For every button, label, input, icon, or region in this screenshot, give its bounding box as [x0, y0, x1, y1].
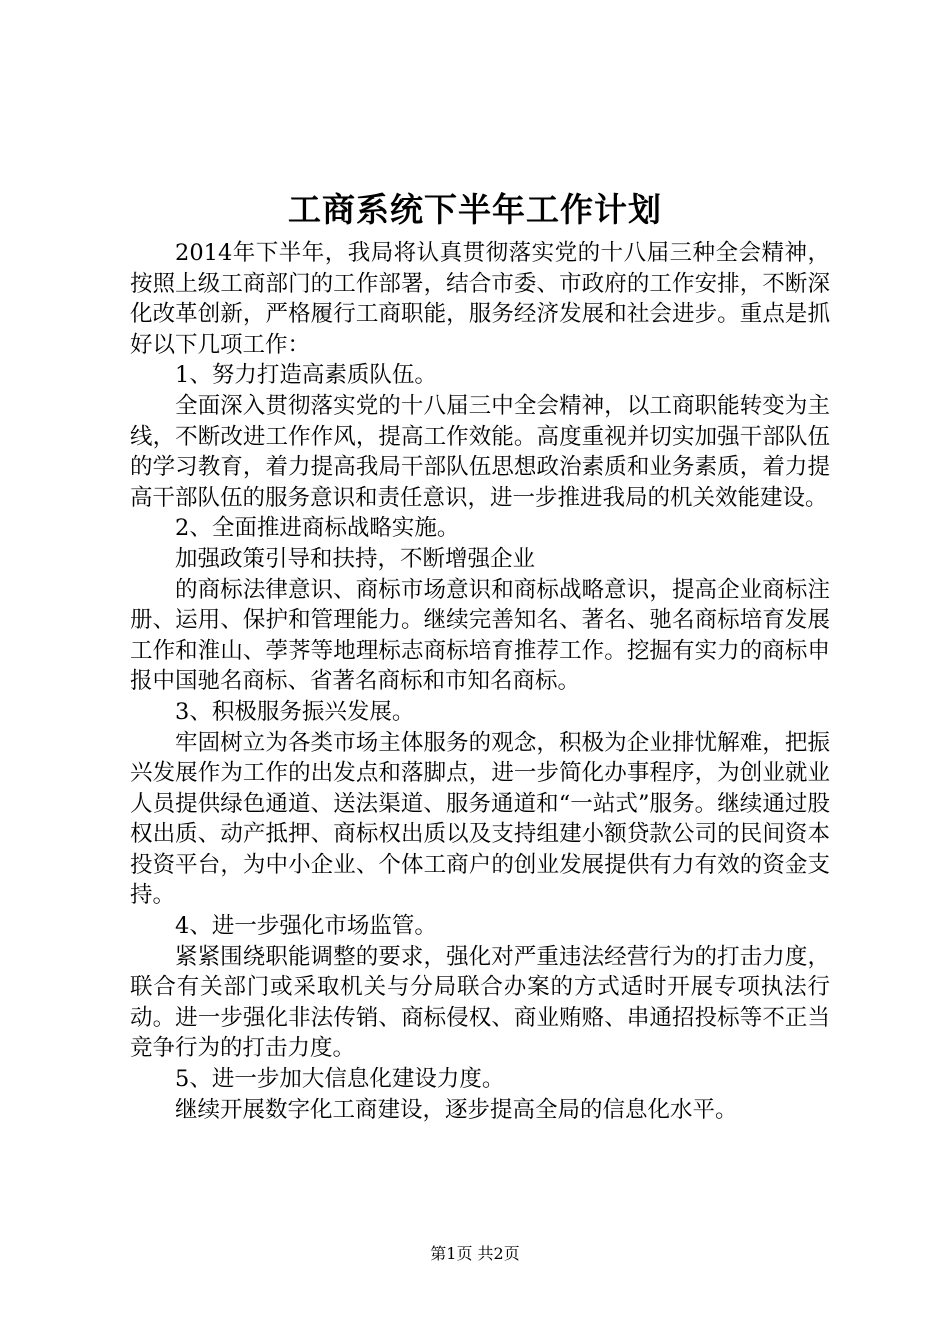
section-heading-4: 4、进一步强化市场监管。: [175, 913, 437, 940]
section-heading-5: 5、进一步加大信息化建设力度。: [175, 1066, 505, 1093]
paragraph-3: 牢固树立为各类市场主体服务的观念，积极为企业排忧解难，把振兴发展作为工作的出发点和落脚点，进一步简化办事程序，为创业就业人员提供绿色通道、送法渠道、服务通道和“一站式”服务。继续通过股权出质、动产抵押、商标权出质以及支持组建小额贷款公司的民间资本投资平台，为中小企业、个体工商户的创业发展提供有力有效的资金支持。: [130, 729, 830, 909]
section-heading-1: 1、努力打造高素质队伍。: [175, 362, 437, 389]
paragraph-intro: 2014年下半年，我局将认真贯彻落实党的十八届三种全会精神，按照上级工商部门的工作部署，结合市委、市政府的工作安排，不断深化改革创新，严格履行工商职能，服务经济发展和社会进步。重点是抓好以下几项工作：: [130, 240, 830, 358]
page-number-footer: 第1页 共2页: [430, 1244, 520, 1263]
paragraph-1: 全面深入贯彻落实党的十八届三中全会精神，以工商职能转变为主线，不断改进工作作风，提高工作效能。高度重视并切实加强干部队伍的学习教育，着力提高我局干部队伍思想政治素质和业务素质，着力提高干部队伍的服务意识和责任意识，进一步推进我局的机关效能建设。: [130, 392, 830, 511]
paragraph-5: 继续开展数字化工商建设，逐步提高全局的信息化水平。: [175, 1096, 738, 1123]
document-title: 工商系统下半年工作计划: [288, 190, 662, 229]
document-body: [130, 238, 830, 1125]
paragraph-2a: 加强政策引导和扶持，不断增强企业: [175, 545, 536, 572]
section-heading-3: 3、积极服务振兴发展。: [175, 698, 415, 725]
paragraph-2b: 的商标法律意识、商标市场意识和商标战略意识，提高企业商标注册、运用、保护和管理能力。继续完善知名、著名、驰名商标培育发展工作和淮山、荸荠等地理标志商标培育推荐工作。挖掘有实力的商标申报中国驰名商标、省著名商标和市知名商标。: [130, 576, 830, 695]
section-heading-2: 2、全面推进商标战略实施。: [175, 515, 460, 542]
paragraph-4: 紧紧围绕职能调整的要求，强化对严重违法经营行为的打击力度，联合有关部门或采取机关与分局联合办案的方式适时开展专项执法行动。进一步强化非法传销、商标侵权、商业贿赂、串通招投标等不正当竞争行为的打击力度。: [130, 943, 830, 1062]
